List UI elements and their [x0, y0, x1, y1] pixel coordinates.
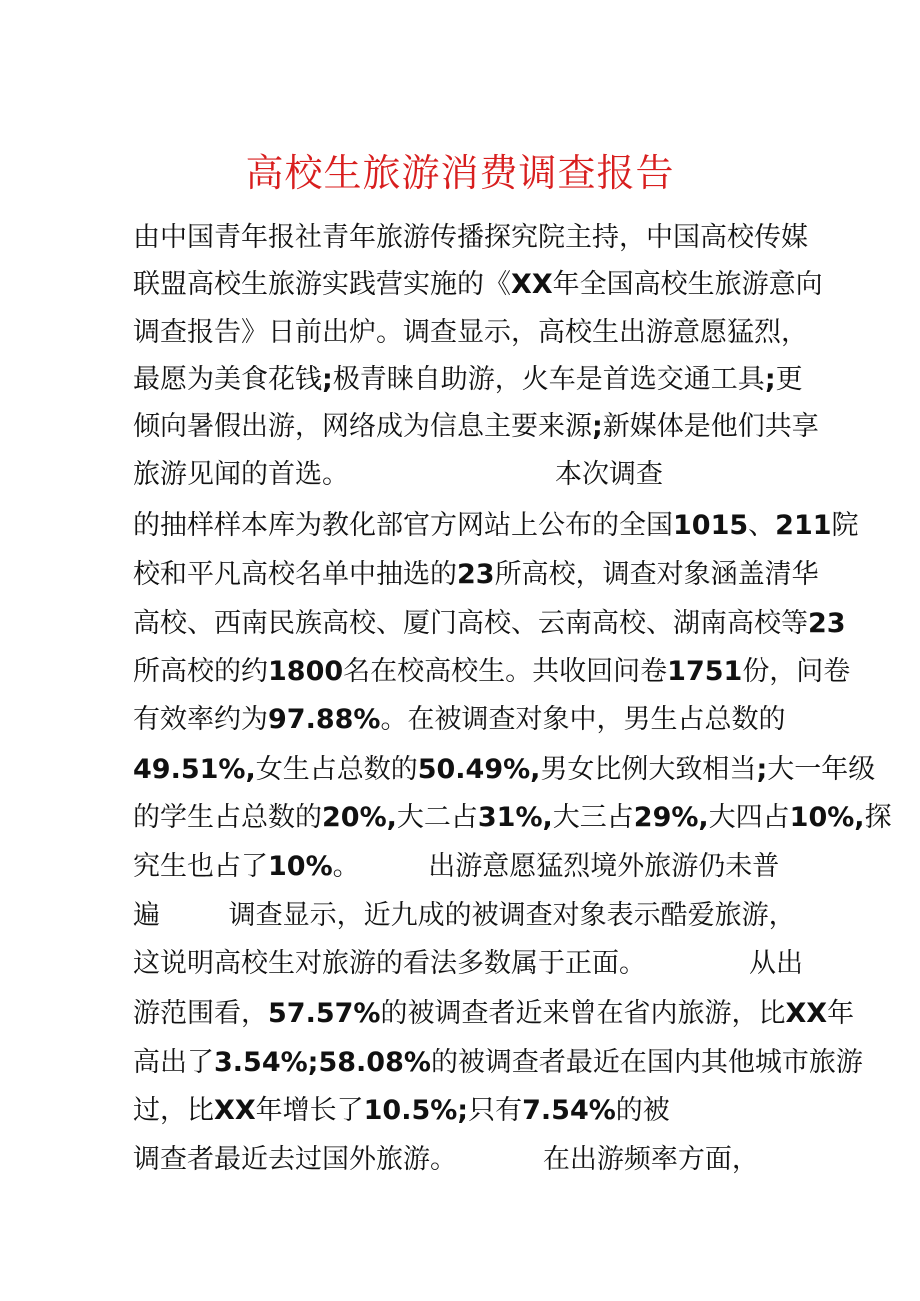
- bold-number: 49.51%,: [133, 754, 256, 785]
- bold-number: XX: [214, 1095, 256, 1126]
- bold-number: 1015: [673, 510, 749, 541]
- body-line: 调查者最近去过国外旅游。 在出游频率方面，: [133, 1144, 759, 1175]
- bold-number: 23: [457, 559, 495, 590]
- bold-number: ;: [322, 364, 333, 395]
- body-line: 遍 调查显示，近九成的被调查对象表示酷爱旅游，: [133, 900, 796, 931]
- bold-number: 10%: [268, 851, 333, 882]
- bold-number: 57.57%: [268, 998, 381, 1029]
- body-line: 49.51%,女生占总数的50.49%,男女比例大致相当;大一年级: [133, 754, 876, 785]
- bold-number: ;: [756, 754, 768, 785]
- body-line: 倾向暑假出游，网络成为信息主要来源;新媒体是他们共享: [133, 411, 819, 442]
- body-line: 所高校的约1800名在校高校生。共收回问卷1751份，问卷: [133, 656, 851, 687]
- body-line: 高校、西南民族高校、厦门高校、云南高校、湖南高校等23: [133, 608, 846, 639]
- bold-number: 10%,: [789, 802, 865, 833]
- bold-number: 20%,: [322, 802, 397, 833]
- bold-number: 10.5%;: [363, 1095, 469, 1126]
- bold-number: XX: [511, 269, 553, 300]
- body-line: 联盟高校生旅游实践营实施的《XX年全国高校生旅游意向: [133, 269, 823, 300]
- body-line: 有效率约为97.88%。在被调查对象中，男生占总数的: [133, 704, 786, 735]
- bold-number: XX: [785, 998, 828, 1029]
- bold-number: 1751: [667, 656, 743, 687]
- bold-number: 211: [775, 510, 832, 541]
- body-line: 旅游见闻的首选。 本次调查: [133, 459, 663, 490]
- body-line: 高出了3.54%;58.08%的被调查者最近在国内其他城市旅游: [133, 1047, 863, 1078]
- body-line: 的学生占总数的20%,大二占31%,大三占29%,大四占10%,探: [133, 802, 892, 833]
- document-title: 高校生旅游消费调查报告: [245, 151, 675, 195]
- bold-number: 50.49%,: [417, 754, 541, 785]
- bold-number: 31%,: [477, 802, 553, 833]
- bold-number: ;: [764, 364, 776, 395]
- body-line: 的抽样样本库为教化部官方网站上公布的全国1015、211院: [133, 510, 859, 541]
- body-line: 究生也占了10%。 出游意愿猛烈境外旅游仍未普: [133, 851, 780, 882]
- body-line: 最愿为美食花钱;极青睐自助游，火车是首选交通工具;更: [133, 364, 803, 395]
- body-line: 由中国青年报社青年旅游传播探究院主持，中国高校传媒: [133, 222, 808, 253]
- body-line: 校和平凡高校名单中抽选的23所高校，调查对象涵盖清华: [133, 559, 819, 590]
- bold-number: 23: [808, 608, 846, 639]
- body-line: 游范围看，57.57%的被调查者近来曾在省内旅游，比XX年: [133, 998, 855, 1029]
- body-line: 这说明高校生对旅游的看法多数属于正面。 从出: [133, 948, 803, 979]
- body-line: 调查报告》日前出炉。调查显示，高校生出游意愿猛烈，: [133, 317, 808, 348]
- bold-number: ;: [592, 411, 603, 442]
- bold-number: 7.54%: [522, 1095, 616, 1126]
- bold-number: 29%,: [633, 802, 709, 833]
- bold-number: 97.88%: [268, 704, 381, 735]
- bold-number: 3.54%;58.08%: [214, 1047, 431, 1078]
- body-line: 过，比XX年增长了10.5%;只有7.54%的被: [133, 1095, 670, 1126]
- bold-number: 1800: [268, 656, 344, 687]
